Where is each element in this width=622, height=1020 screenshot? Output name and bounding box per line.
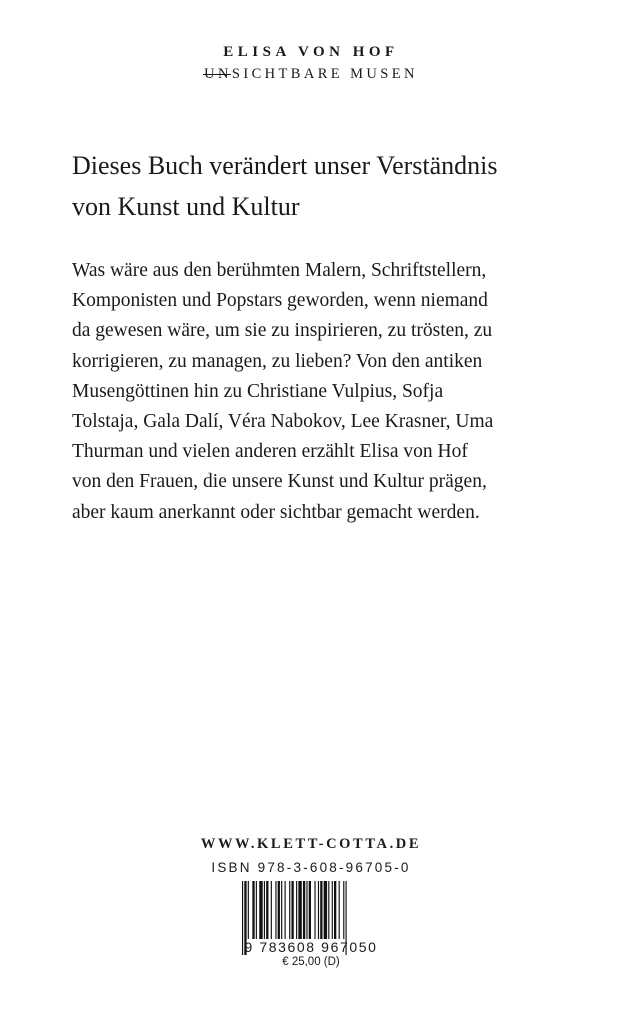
blurb-line: korrigieren, zu managen, zu lieben? Von den antiken [72,350,483,372]
blurb-line: von den Frauen, die unsere Kunst und Kultur prägen, [72,471,487,493]
blurb-line: aber kaum anerkannt oder sichtbar gemacht werden. [72,501,480,523]
publisher-website: WWW.KLETT-COTTA.DE [200,836,422,852]
blurb-line: da gewesen wäre, um sie zu inspirieren, zu trösten, zu [72,320,493,342]
cover-header [0,42,622,84]
book-title [0,64,622,84]
blurb-line: Komponisten und Popstars geworden, wenn niemand [72,290,488,312]
headline-line: von Kunst und Kultur [72,192,300,221]
author-name: ELISA VON HOF [223,44,399,60]
blurb-line: Musengöttinen hin zu Christiane Vulpius, Sofja [72,380,444,402]
blurb-text [72,256,592,528]
isbn-text: ISBN 978-3-608-96705-0 [211,860,411,875]
barcode-digits: 9 783608 967050 [244,939,378,955]
struck-prefix: UN [204,66,232,82]
headline-line: Dieses Buch verändert unser Verständnis [72,151,498,180]
blurb-line: Was wäre aus den berühmten Malern, Schriftstellern, [72,260,487,281]
blurb-line: Tolstaja, Gala Dalí, Véra Nabokov, Lee Krasner, Uma [72,411,494,433]
price-label: € 25,00 (D) [282,956,340,968]
blurb-line: Thurman und vielen anderen erzählt Elisa von Hof [72,441,468,463]
headline [72,145,592,227]
title-rest: SICHTBARE MUSEN [231,66,418,82]
